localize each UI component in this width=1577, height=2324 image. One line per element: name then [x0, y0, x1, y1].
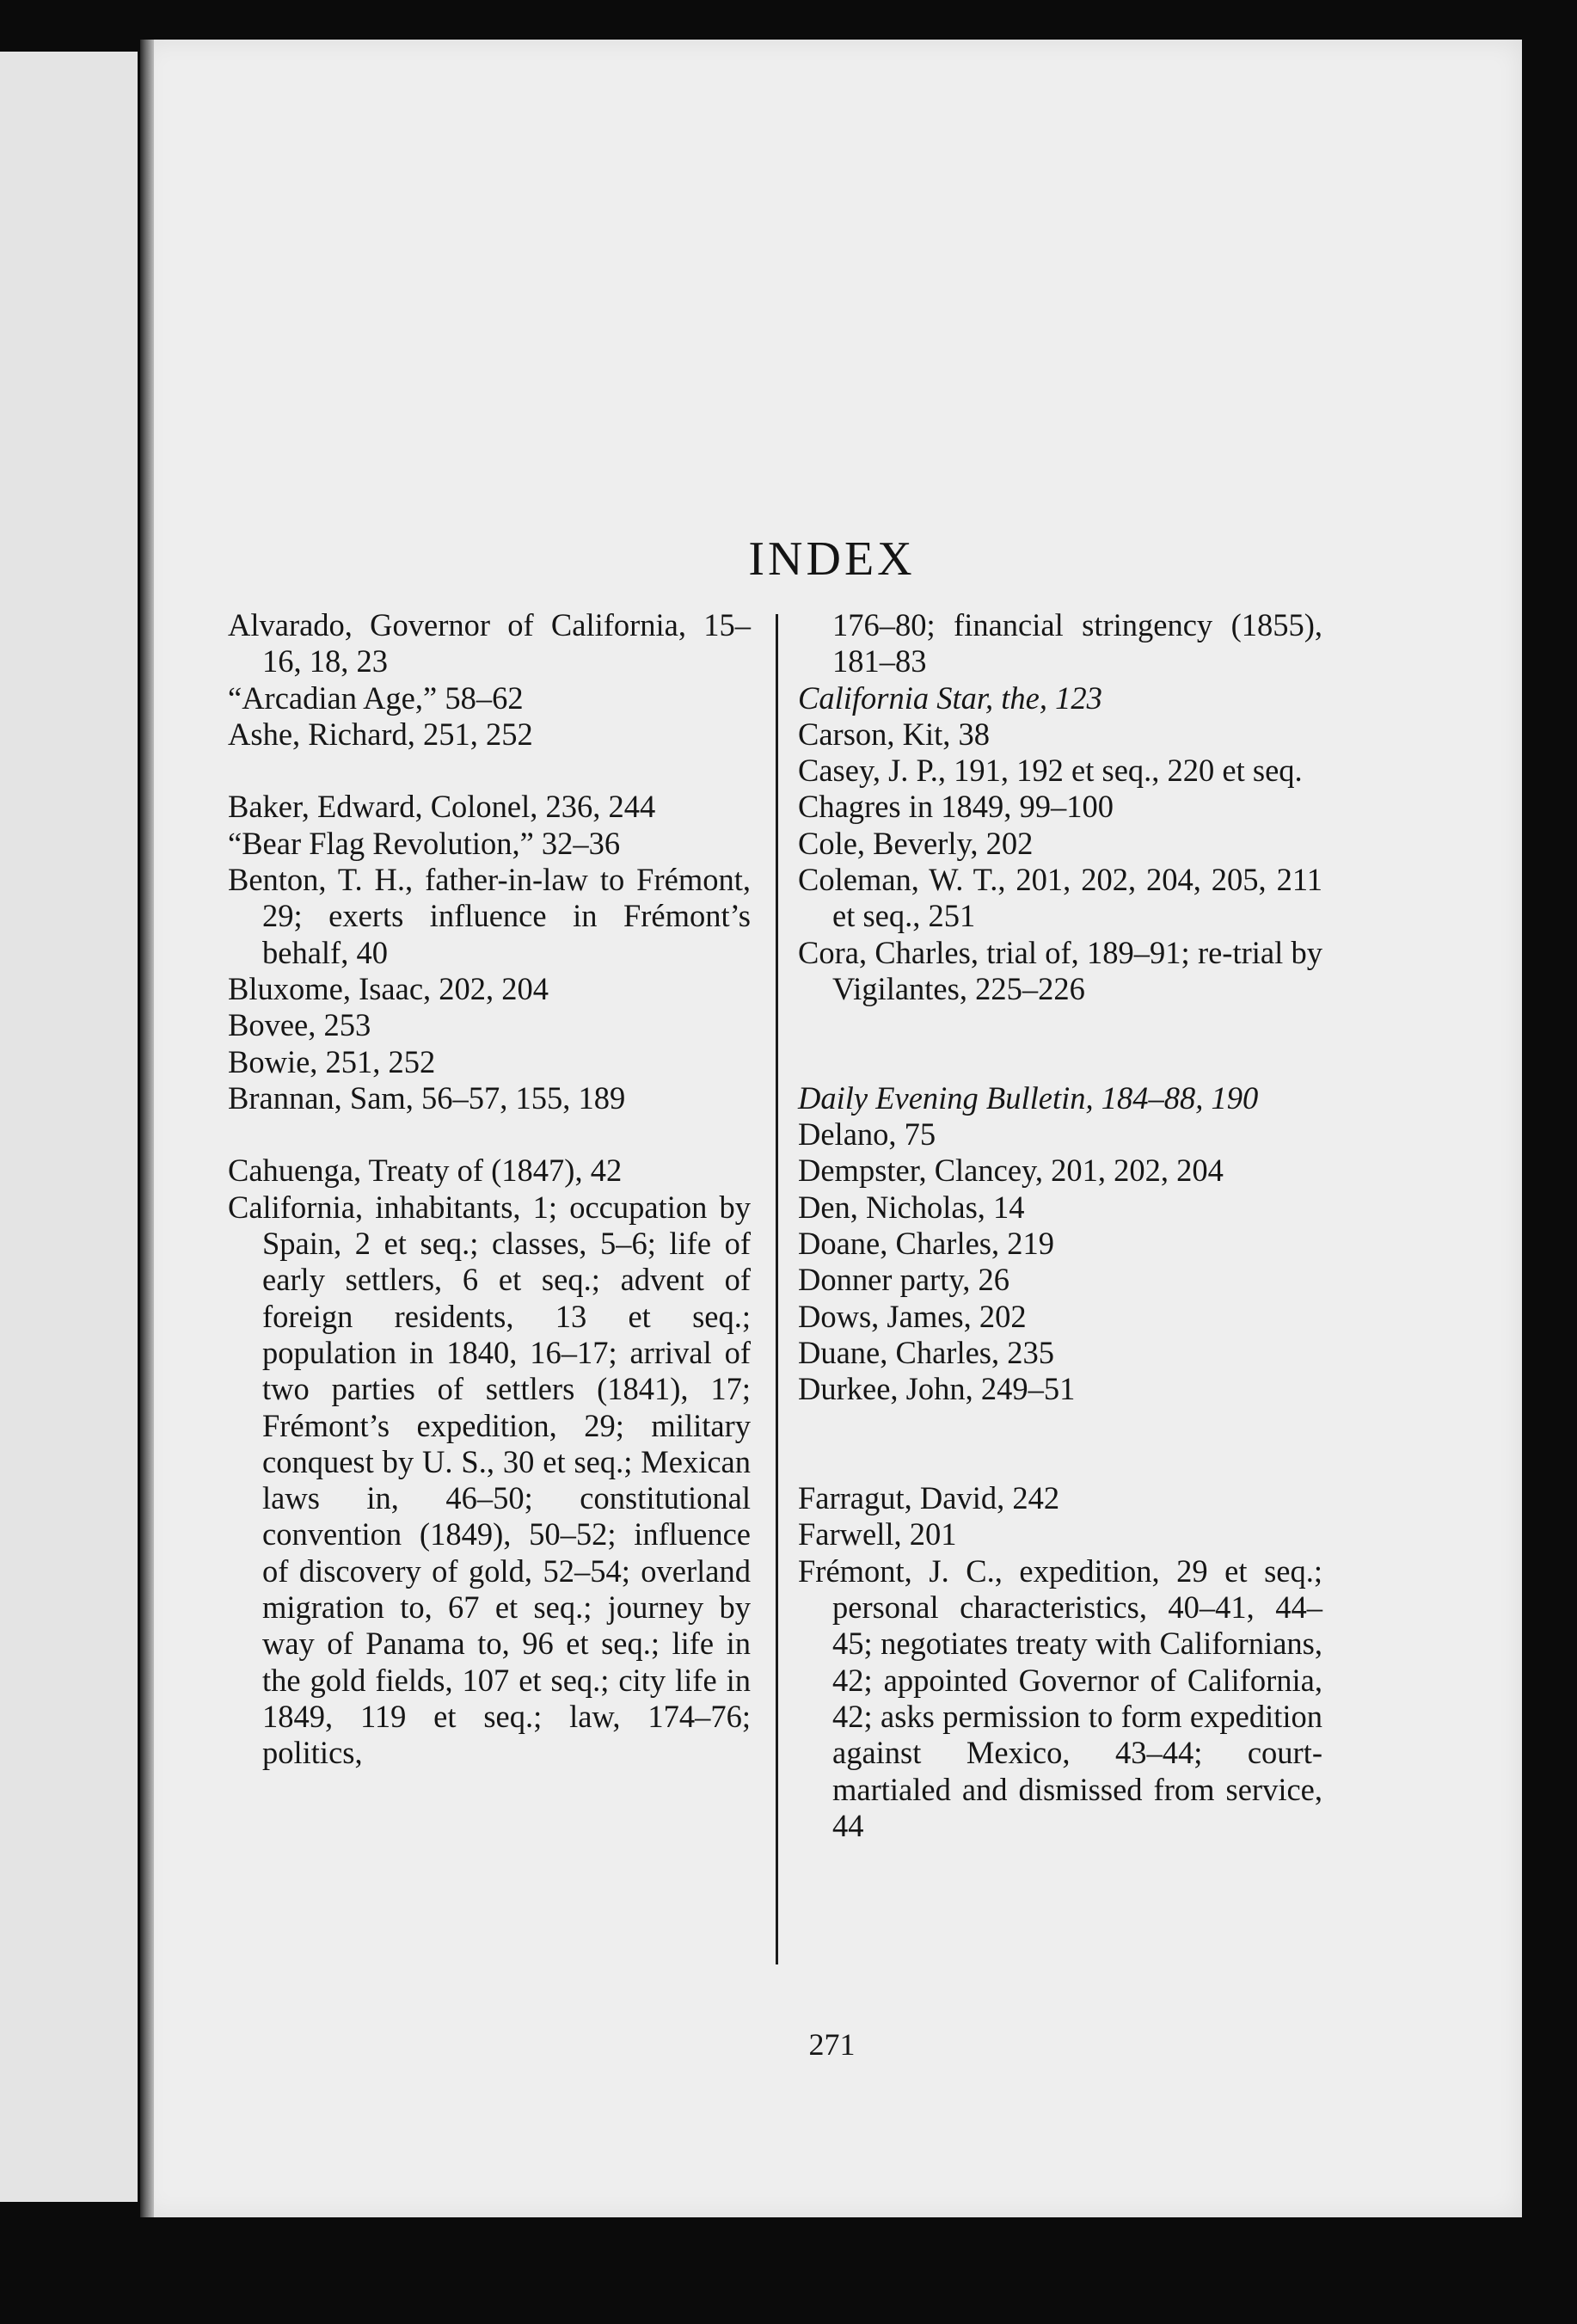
index-column-left: [228, 607, 751, 1772]
letter-group-gap: [798, 1408, 1322, 1481]
index-entry: Durkee, John, 249–51: [798, 1371, 1076, 1407]
letter-group-gap: [228, 1116, 751, 1153]
letter-group-gap: [798, 1007, 1322, 1080]
index-entry: Coleman, W. T., 201, 202, 204, 205, 211 et seq., 251: [798, 862, 1322, 934]
index-entry: “Arcadian Age,” 58–62: [228, 679, 524, 716]
index-entry: Bovee, 253: [228, 1007, 371, 1043]
index-entry: Duane, Charles, 235: [798, 1334, 1055, 1370]
facing-page-edge: [0, 52, 138, 2202]
index-entry: Dows, James, 202: [798, 1298, 1027, 1334]
index-entry: Cahuenga, Treaty of (1847), 42: [228, 1153, 623, 1189]
index-entry: Baker, Edward, Colonel, 236, 244: [228, 789, 656, 825]
index-entry: Casey, J. P., 191, 192 et seq., 220 et seq.: [798, 753, 1303, 789]
index-entry: Cora, Charles, trial of, 189–91; re-trial by Vigilantes, 225–226: [798, 934, 1322, 1006]
index-entry: Farragut, David, 242: [798, 1480, 1060, 1516]
column-divider: [776, 614, 778, 1964]
page-title: INDEX: [748, 532, 916, 586]
index-entry: Chagres in 1849, 99–100: [798, 789, 1114, 825]
index-entry: Benton, T. H., father-in-law to Frémont, 29; exerts influence in Frémont’s behalf, 40: [228, 862, 751, 970]
index-entry: Den, Nicholas, 14: [798, 1189, 1025, 1225]
letter-group-gap: [228, 753, 751, 789]
index-entry: Carson, Kit, 38: [798, 716, 991, 752]
index-entry: Bowie, 251, 252: [228, 1043, 436, 1079]
index-entry: Brannan, Sam, 56–57, 155, 189: [228, 1079, 626, 1116]
index-entry: Farwell, 201: [798, 1516, 957, 1552]
index-entry: Bluxome, Isaac, 202, 204: [228, 970, 549, 1006]
index-column-right: [798, 607, 1322, 1844]
index-entry: Alvarado, Governor of California, 15–16, 18, 23: [228, 607, 751, 679]
index-entry: Frémont, J. C., expedition, 29 et seq.; personal characteristics, 40–41, 44–45; negotiates treaty with Californians, 42; appointed Governor of California, 42; asks permission to form expedition against Mexico, 43–44; court-martialed and dismissed from service, 44: [798, 1552, 1322, 1843]
book-spine: [140, 40, 154, 2217]
index-entry: California, inhabitants, 1; occupation by Spain, 2 et seq.; classes, 5–6; life of early settlers, 6 et seq.; advent of foreign residents, 13 et seq.; population in 1840, 16–17; arrival of two parties of settlers (1841), 17; Frémont’s expedition, 29; military conquest by U. S., 30 et seq.; Mexican laws in, 46–50; constitutional convention (1849), 50–52; influence of discovery of gold, 52–54; overland migration to, 67 et seq.; journey by way of Panama to, 96 et seq.; life in the gold fields, 107 et seq.; city life in 1849, 119 et seq.; law, 174–76; politics,: [228, 1189, 751, 1771]
index-entry: “Bear Flag Revolution,” 32–36: [228, 825, 621, 861]
index-entry: Cole, Beverly, 202: [798, 825, 1034, 861]
index-entry: Delano, 75: [798, 1116, 936, 1153]
index-entry: Donner party, 26: [798, 1262, 1009, 1298]
index-entry: Daily Evening Bulletin, 184–88, 190: [798, 1079, 1259, 1116]
index-entry: Doane, Charles, 219: [798, 1226, 1055, 1262]
index-entry-continued: 176–80; financial stringency (1855), 181–83: [832, 607, 1322, 679]
index-entry: California Star, the, 123: [798, 679, 1102, 716]
index-entry: Dempster, Clancey, 201, 202, 204: [798, 1153, 1224, 1189]
page-number: 271: [808, 2027, 856, 2062]
index-entry: Ashe, Richard, 251, 252: [228, 716, 533, 752]
